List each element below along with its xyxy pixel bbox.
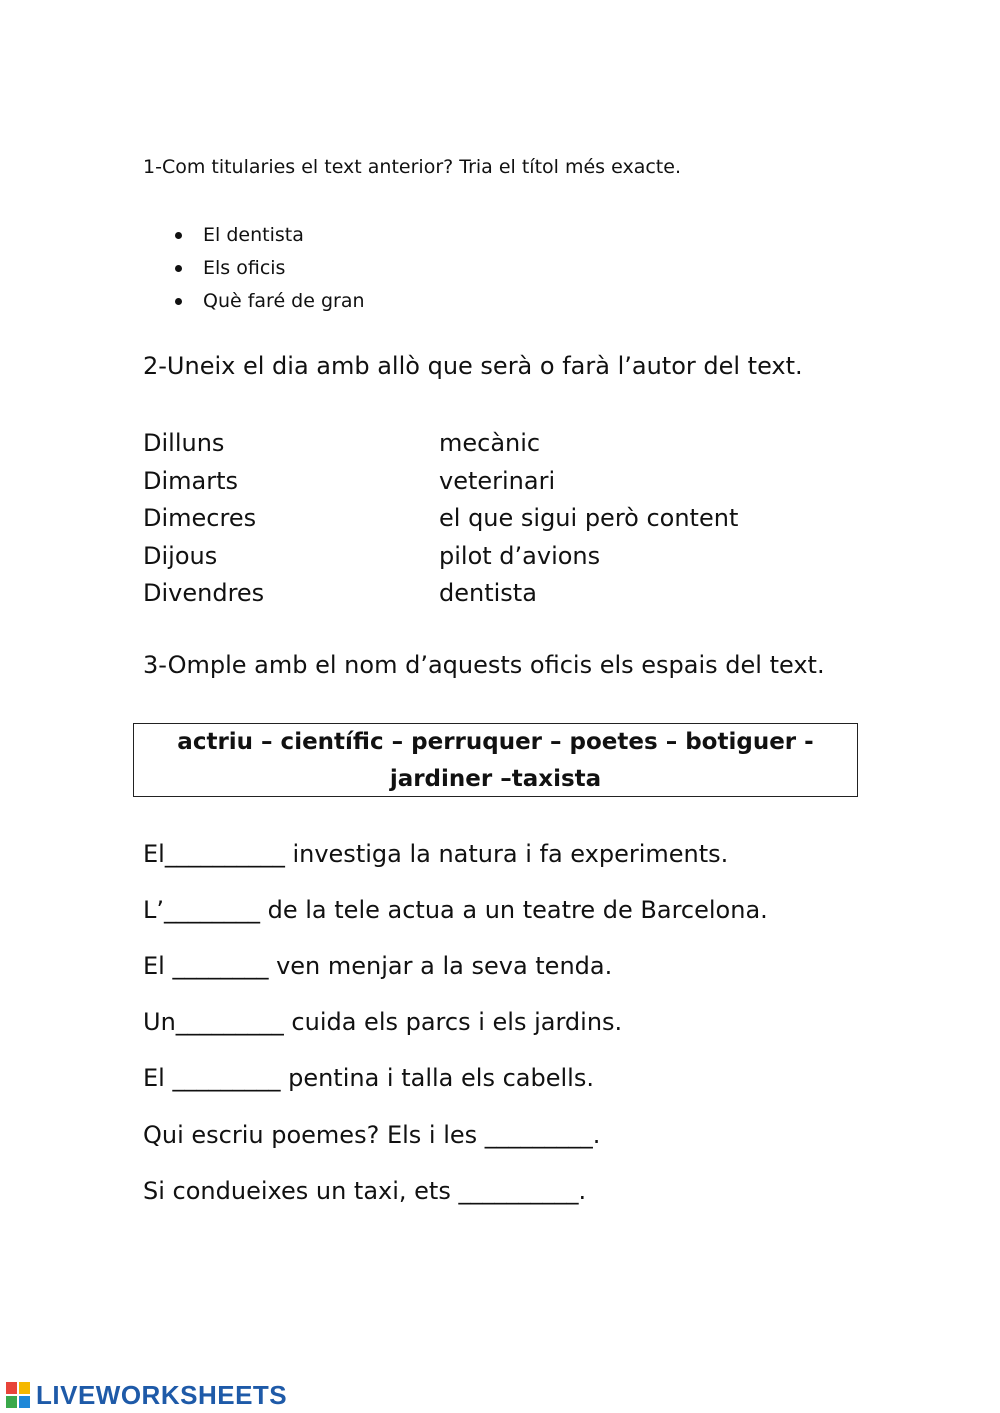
title-option: El dentista bbox=[173, 221, 365, 254]
job-item: dentista bbox=[439, 579, 537, 607]
liveworksheets-logo bbox=[6, 1380, 287, 1411]
fill-sentence: El__________ investiga la natura i fa experiments. bbox=[143, 840, 729, 868]
job-item: pilot d’avions bbox=[439, 541, 601, 570]
job-item: el que sigui però content bbox=[439, 504, 739, 532]
logo-blocks-icon bbox=[6, 1382, 32, 1410]
day-item: Dimecres bbox=[143, 504, 257, 532]
job-item: mecànic bbox=[439, 429, 541, 457]
fill-sentence: L’________ de la tele actua a un teatre de Barcelona. bbox=[143, 896, 768, 924]
days-column bbox=[143, 425, 264, 613]
day-item: Divendres bbox=[143, 579, 265, 607]
fill-sentence: Qui escriu poemes? Els i les _________. bbox=[143, 1121, 601, 1149]
job-item: veterinari bbox=[439, 466, 556, 495]
question-2-prompt: 2-Uneix el dia amb allò que serà o farà l’autor del text. bbox=[143, 352, 803, 380]
title-options-list bbox=[173, 221, 365, 320]
fill-sentence: Si condueixes un taxi, ets __________. bbox=[143, 1177, 587, 1205]
title-option: Els oficis bbox=[173, 254, 365, 287]
question-3-prompt: 3-Omple amb el nom d’aquests oficis els espais del text. bbox=[143, 651, 825, 679]
question-1-prompt: 1-Com titularies el text anterior? Tria el títol més exacte. bbox=[143, 156, 681, 178]
word-bank-line: actriu – científic – perruquer – poetes – botiguer - bbox=[177, 729, 814, 755]
fill-sentence: El _________ pentina i talla els cabells. bbox=[143, 1064, 594, 1092]
logo-text: LIVEWORKSHEETS bbox=[36, 1380, 288, 1410]
day-item: Dilluns bbox=[143, 429, 225, 457]
fill-sentence: El ________ ven menjar a la seva tenda. bbox=[143, 952, 613, 980]
title-option: Què faré de gran bbox=[173, 287, 365, 320]
word-bank-line: jardiner –taxista bbox=[389, 766, 602, 792]
jobs-column bbox=[439, 425, 738, 613]
word-bank-box bbox=[133, 723, 858, 797]
fill-sentence: Un_________ cuida els parcs i els jardins. bbox=[143, 1008, 623, 1036]
day-item: Dimarts bbox=[143, 466, 239, 495]
day-item: Dijous bbox=[143, 541, 218, 570]
